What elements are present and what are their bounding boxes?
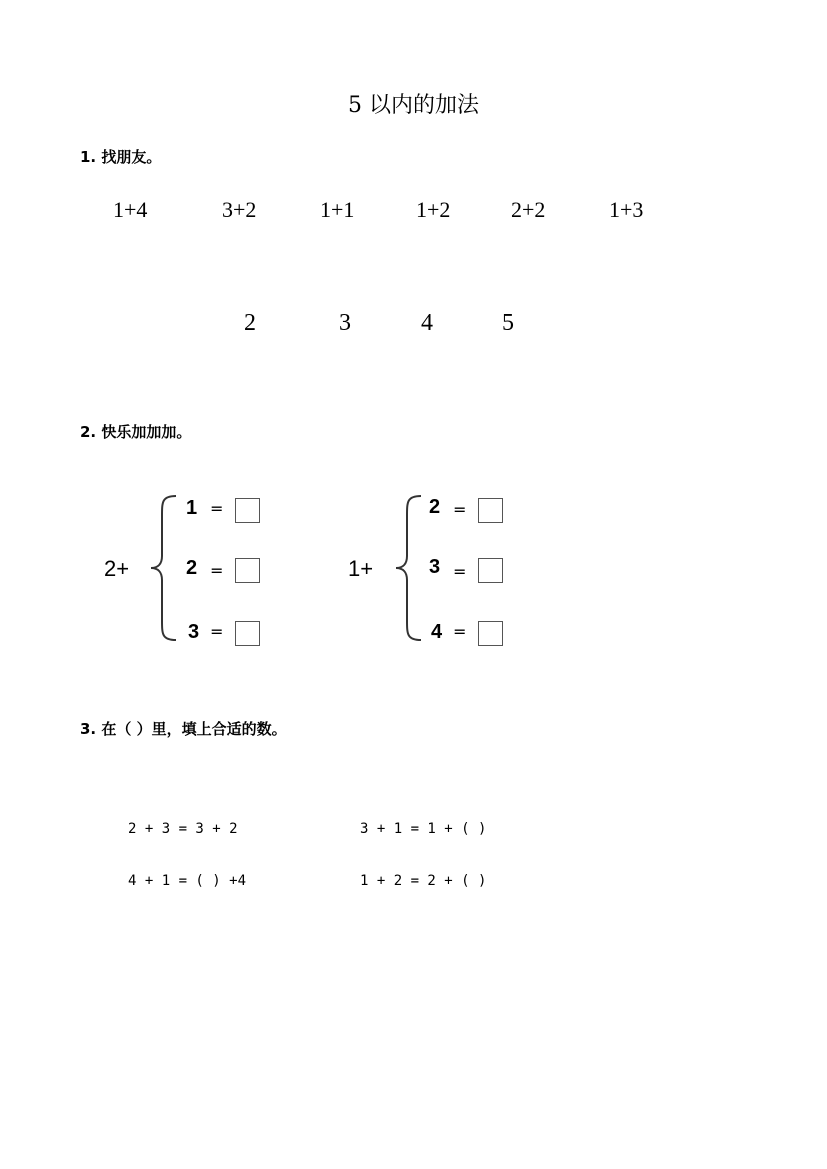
q1-number: 4 [421, 310, 433, 336]
q1-number: 3 [339, 310, 351, 336]
fill-in-equation[interactable]: 1 + 2 = 2 + ( ) [360, 873, 487, 889]
answer-box[interactable] [235, 621, 260, 646]
q1-expression: 1+3 [609, 197, 644, 222]
answer-box[interactable] [478, 621, 503, 646]
addend: 3 [429, 556, 441, 578]
equals-sign: = [453, 622, 467, 641]
group-prefix: 1+ [348, 556, 374, 581]
question-2-heading: 2. 快乐加加加。 [80, 423, 192, 441]
q1-expression: 2+2 [511, 197, 546, 222]
q1-expression: 1+1 [320, 197, 355, 222]
answer-box[interactable] [235, 558, 260, 583]
answer-box[interactable] [235, 498, 260, 523]
fill-in-equation[interactable]: 4 + 1 = ( ) +4 [128, 873, 247, 889]
equals-sign: = [453, 562, 467, 581]
addend: 2 [429, 496, 441, 518]
fill-in-equation[interactable]: 3 + 1 = 1 + ( ) [360, 821, 487, 837]
equals-sign: = [453, 500, 467, 519]
equals-sign: = [210, 622, 224, 641]
curly-brace-icon [148, 494, 180, 642]
addend: 1 [186, 497, 198, 519]
q1-number: 5 [502, 310, 514, 336]
addend: 2 [186, 557, 198, 579]
question-3-heading: 3. 在（ ）里，填上合适的数。 [80, 720, 287, 738]
equals-sign: = [210, 499, 224, 518]
q1-expression: 1+2 [416, 197, 451, 222]
page-title: 5 以内的加法 [348, 93, 479, 118]
q1-expression: 1+4 [113, 197, 148, 222]
answer-box[interactable] [478, 558, 503, 583]
q1-number: 2 [244, 310, 256, 336]
group-prefix: 2+ [104, 556, 130, 581]
answer-box[interactable] [478, 498, 503, 523]
q1-expression: 3+2 [222, 197, 257, 222]
equals-sign: = [210, 561, 224, 580]
question-1-heading: 1. 找朋友。 [80, 148, 162, 166]
curly-brace-icon [393, 494, 425, 642]
addend: 4 [431, 621, 443, 643]
addend: 3 [188, 621, 200, 643]
fill-in-equation: 2 + 3 = 3 + 2 [128, 821, 238, 837]
